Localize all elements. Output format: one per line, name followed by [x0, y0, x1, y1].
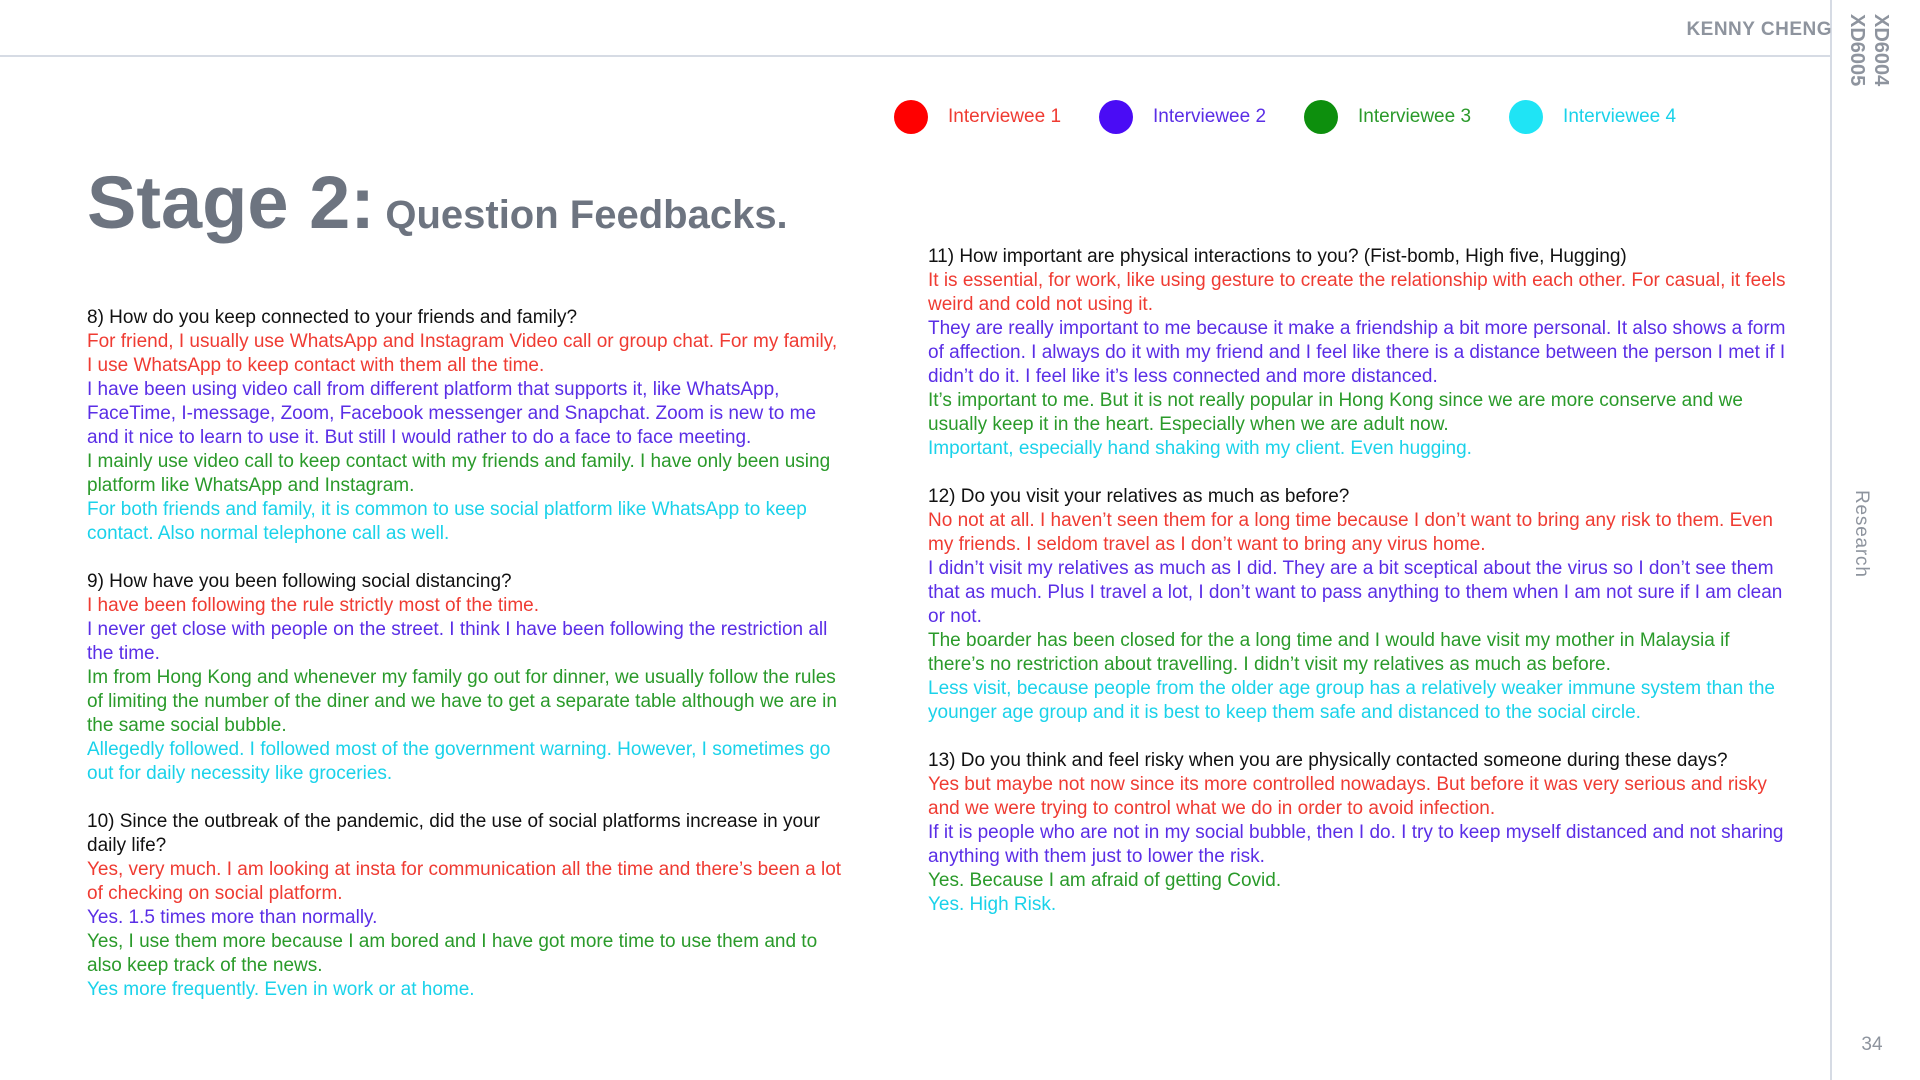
author-name: KENNY CHENG [1686, 19, 1832, 40]
question-block-9 [87, 570, 847, 786]
legend-dot-cyan [1509, 100, 1543, 134]
page-title [87, 160, 788, 245]
question-block-8 [87, 306, 847, 546]
answer-interviewee-2: Yes. 1.5 times more than normally. [87, 907, 378, 928]
answer-interviewee-1: Yes but maybe not now since its more controlled nowadays. But before it was very serious and risky and we were trying to control what we do in order to avoid infection. [928, 774, 1767, 819]
question-block-13 [928, 749, 1788, 917]
course-code-1: XD6004 [1870, 14, 1892, 87]
answer-interviewee-1: It is essential, for work, like using gesture to create the relationship with each other. For casual, it feels weird and cold not using it. [928, 270, 1786, 315]
answer-interviewee-4: Yes more frequently. Even in work or at home. [87, 979, 475, 1000]
course-code-2: XD6005 [1846, 14, 1868, 87]
legend-dot-green [1304, 100, 1338, 134]
top-divider [0, 55, 1830, 57]
legend-dot-red [894, 100, 928, 134]
question-text: 12) Do you visit your relatives as much as before? [928, 486, 1350, 507]
page-number: 34 [1861, 1034, 1883, 1055]
answer-interviewee-2: I have been using video call from different platform that supports it, like WhatsApp, FaceTime, I-message, Zoom, Facebook messenger and Snapchat. Zoom is new to me and it nice to learn to use it. But still I would rather to do a face to face meeting. [87, 379, 817, 448]
answer-interviewee-4: Yes. High Risk. [928, 894, 1057, 915]
answer-interviewee-3: It’s important to me. But it is not really popular in Hong Kong since we are more conserve and we usually keep it in the heart. Especially when we are adult now. [928, 390, 1743, 435]
question-text: 10) Since the outbreak of the pandemic, did the use of social platforms increase in your daily life? [87, 811, 820, 856]
question-block-12 [928, 485, 1788, 725]
answer-interviewee-3: Yes. Because I am afraid of getting Covid. [928, 870, 1282, 891]
answer-interviewee-2: I didn’t visit my relatives as much as I did. They are a bit sceptical about the virus so I don’t see them that as much. Plus I travel a lot, I don’t want to pass anything to them when I am not sure if I am clean or not. [928, 558, 1783, 627]
answer-interviewee-4: Less visit, because people from the older age group has a relatively weaker immune system than the younger age group and it is best to keep them safe and distanced to the social circle. [928, 678, 1776, 723]
right-column [928, 245, 1788, 941]
legend-label: Interviewee 1 [948, 106, 1062, 127]
answer-interviewee-2: If it is people who are not in my social bubble, then I do. I try to keep myself distanced and not sharing anything with them just to lower the risk. [928, 822, 1784, 867]
answer-interviewee-4: For both friends and family, it is common to use social platform like WhatsApp to keep contact. Also normal telephone call as well. [87, 499, 807, 544]
answer-interviewee-2: They are really important to me because it make a friendship a bit more personal. It also shows a form of affection. I always do it with my friend and I feel like there is a distance between the person I met if I didn’t do it. I feel like it’s less connected and more distanced. [928, 318, 1786, 387]
answer-interviewee-3: I mainly use video call to keep contact with my friends and family. I have only been using platform like WhatsApp and Instagram. [87, 451, 831, 496]
legend-item-interviewee-4 [1509, 100, 1676, 134]
legend-item-interviewee-3 [1304, 100, 1471, 134]
legend-item-interviewee-1 [894, 100, 1061, 134]
right-divider [1830, 0, 1832, 1080]
legend-label: Interviewee 4 [1563, 106, 1677, 127]
legend-label: Interviewee 3 [1358, 106, 1472, 127]
answer-interviewee-4: Allegedly followed. I followed most of the government warning. However, I sometimes go out for daily necessity like groceries. [87, 739, 831, 784]
question-block-11 [928, 245, 1788, 461]
answer-interviewee-2: I never get close with people on the street. I think I have been following the restriction all the time. [87, 619, 828, 664]
question-text: 13) Do you think and feel risky when you are physically contacted someone during these days? [928, 750, 1728, 771]
question-block-10 [87, 810, 847, 1002]
legend [894, 100, 1714, 134]
question-text: 9) How have you been following social distancing? [87, 571, 512, 592]
left-column [87, 306, 847, 1026]
answer-interviewee-1: No not at all. I haven’t seen them for a long time because I don’t want to bring any risk to them. Even my friends. I seldom travel as I don’t want to bring any virus home. [928, 510, 1773, 555]
legend-item-interviewee-2 [1099, 100, 1266, 134]
answer-interviewee-1: I have been following the rule strictly most of the time. [87, 595, 539, 616]
answer-interviewee-3: Im from Hong Kong and whenever my family go out for dinner, we usually follow the rules of limiting the number of the diner and we have to get a separate table although we are in the same social bubble. [87, 667, 837, 736]
section-label: Research [1851, 490, 1872, 578]
question-text: 11) How important are physical interactions to you? (Fist-bomb, High five, Hugging) [928, 246, 1627, 267]
stage-title: Stage 2: [87, 161, 375, 244]
answer-interviewee-1: For friend, I usually use WhatsApp and Instagram Video call or group chat. For my family, I use WhatsApp to keep contact with them all the time. [87, 331, 838, 376]
course-codes [1846, 14, 1910, 114]
answer-interviewee-4: Important, especially hand shaking with my client. Even hugging. [928, 438, 1472, 459]
answer-interviewee-3: Yes, I use them more because I am bored and I have got more time to use them and to also keep track of the news. [87, 931, 818, 976]
stage-subtitle: Question Feedbacks. [385, 193, 788, 237]
legend-label: Interviewee 2 [1153, 106, 1267, 127]
answer-interviewee-3: The boarder has been closed for the a long time and I would have visit my mother in Malaysia if there’s no restriction about travelling. I didn’t visit my relatives as much as before. [928, 630, 1730, 675]
legend-dot-purple [1099, 100, 1133, 134]
question-text: 8) How do you keep connected to your friends and family? [87, 307, 578, 328]
answer-interviewee-1: Yes, very much. I am looking at insta for communication all the time and there’s been a lot of checking on social platform. [87, 859, 842, 904]
